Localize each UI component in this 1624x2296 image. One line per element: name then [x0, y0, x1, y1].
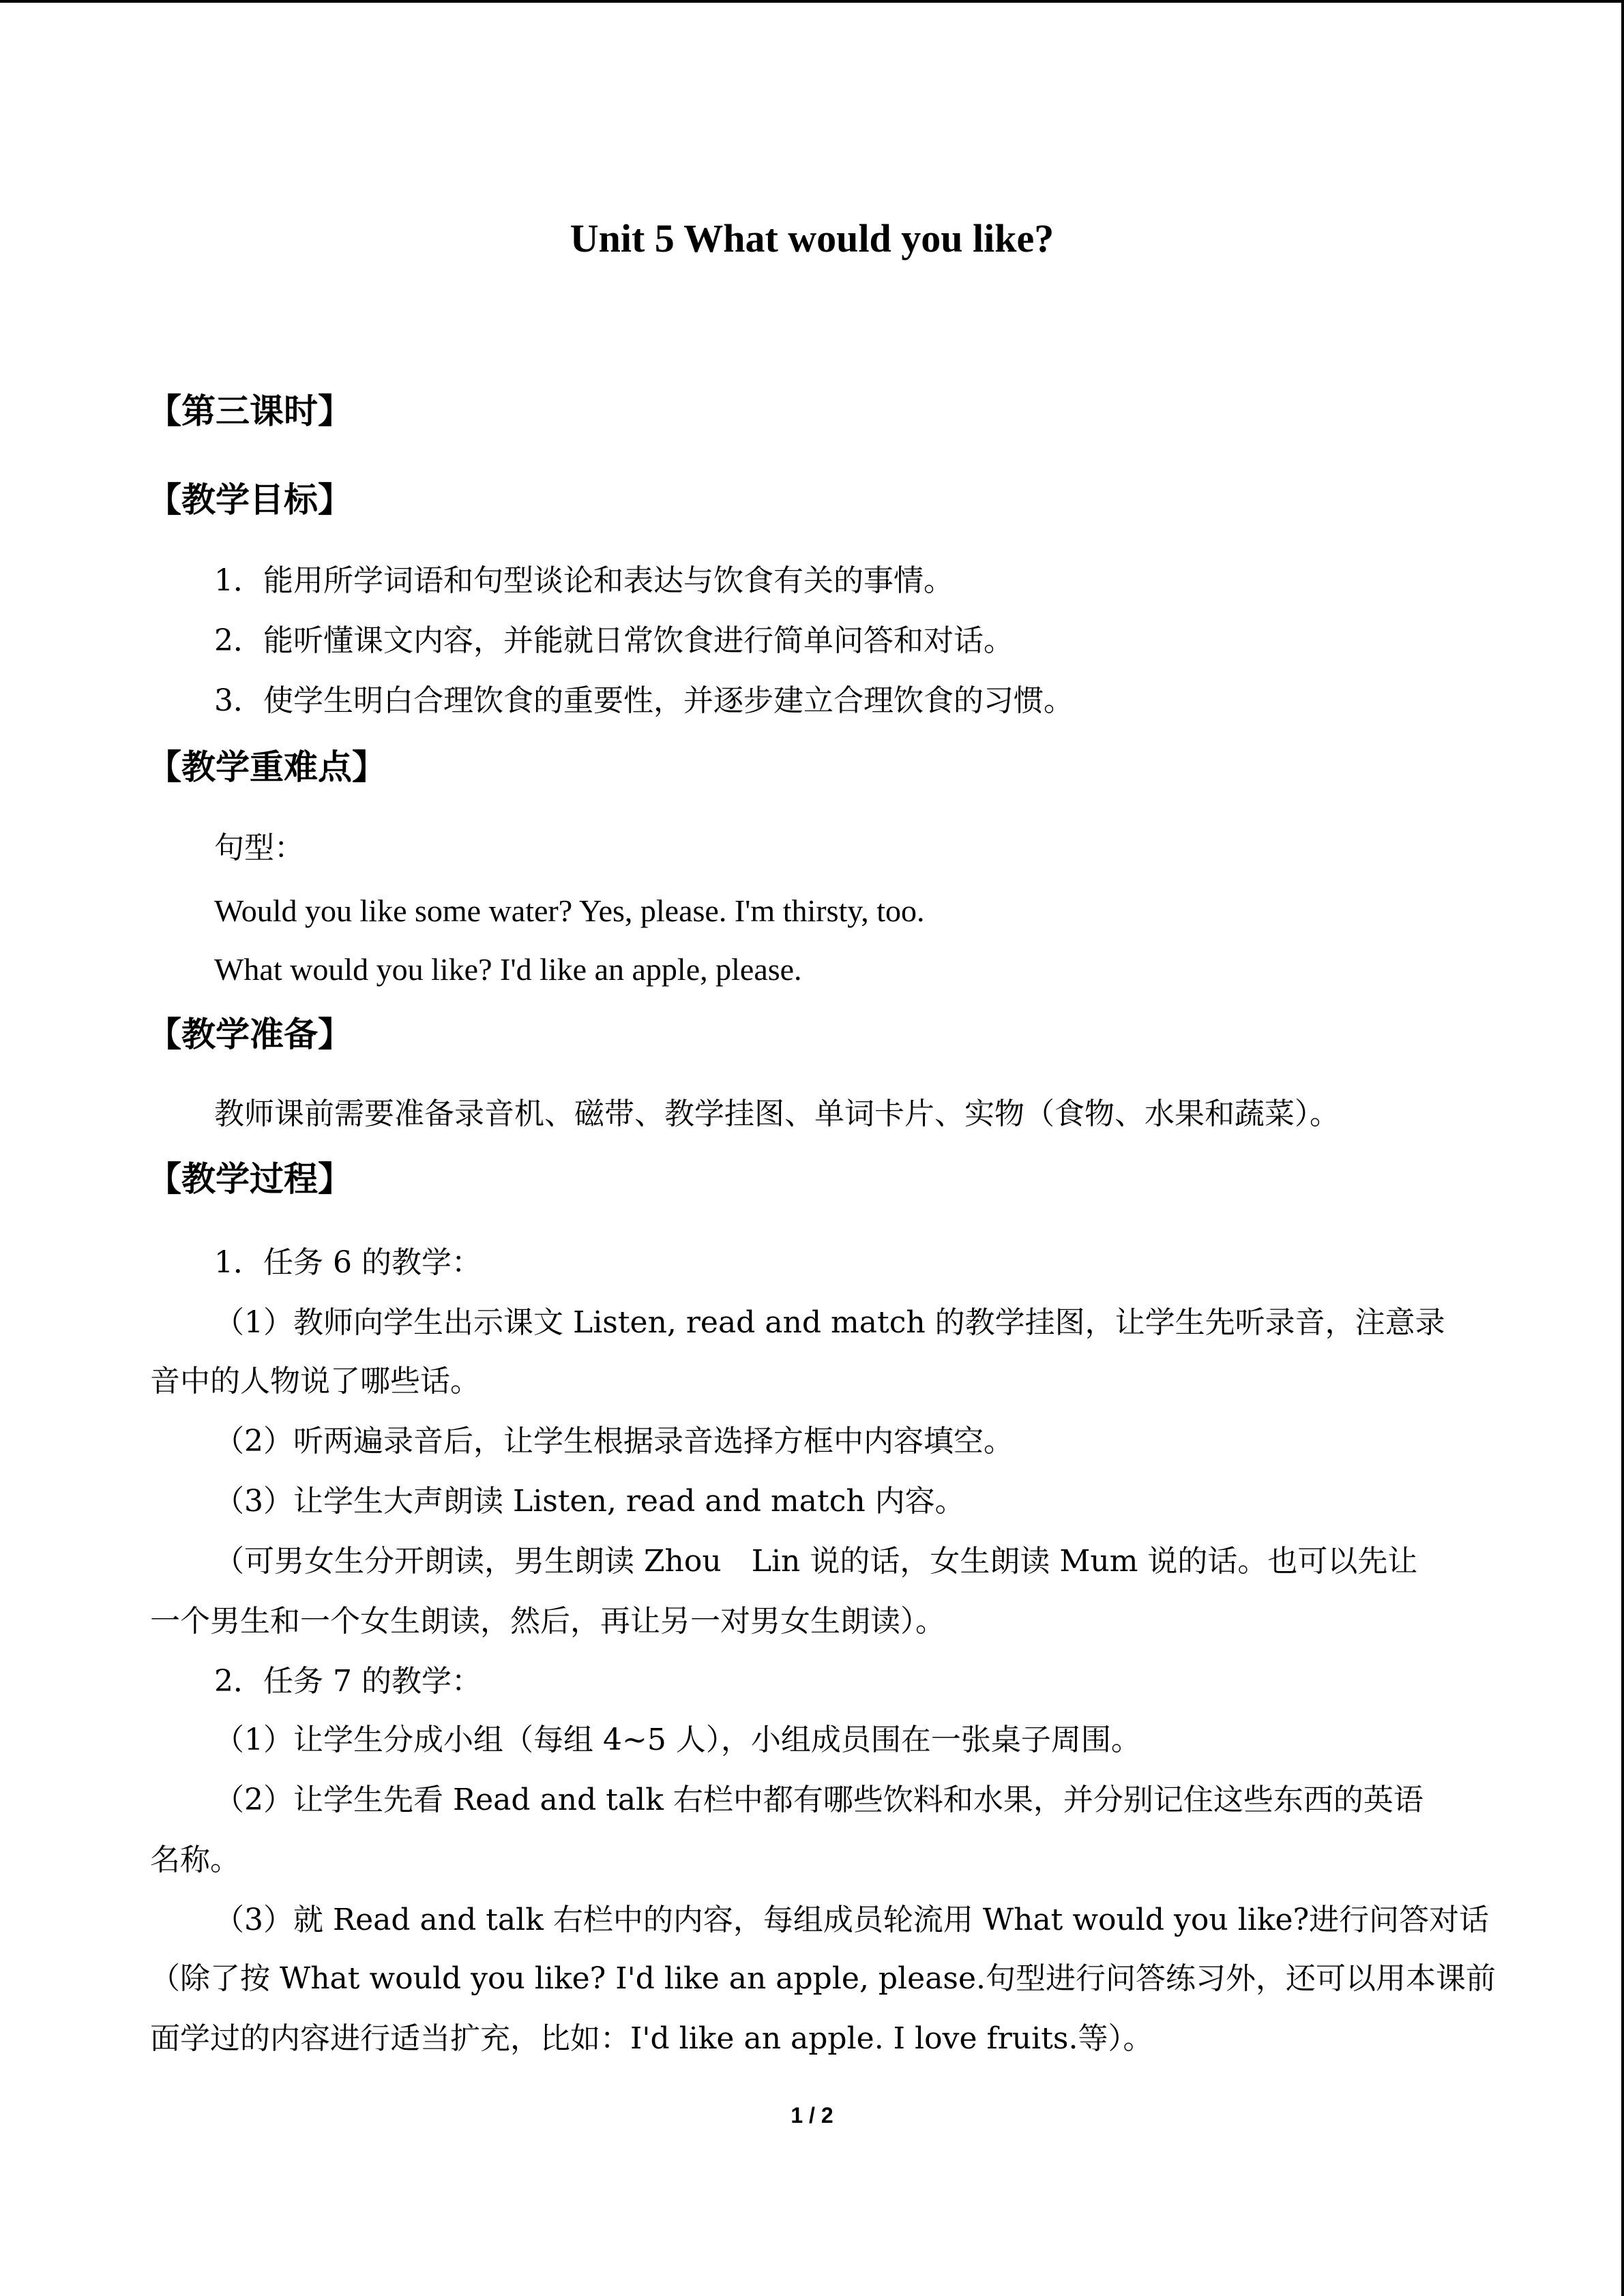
process-line: 一个男生和一个女生朗读，然后，再让另一对男女生朗读）。: [150, 1604, 945, 1639]
process-line: （3）就 Read and talk 右栏中的内容，每组成员轮流用 What would you like?进行问答对话: [214, 1903, 1490, 1937]
process-line: 1．任务 6 的教学：: [214, 1245, 482, 1280]
key-point-line: 句型：: [214, 831, 304, 865]
objective-item: 1．能用所学词语和句型谈论和表达与饮食有关的事情。: [214, 563, 954, 598]
page-title: Unit 5 What would you like?: [570, 216, 1054, 260]
objectives-heading: 【教学目标】: [147, 480, 352, 520]
process-line: （2）让学生先看 Read and talk 右栏中都有哪些饮料和水果，并分别记住这些东西的英语: [214, 1783, 1423, 1817]
preparation-text: 教师课前需要准备录音机、磁带、教学挂图、单词卡片、实物（食物、水果和蔬菜）。: [214, 1097, 1340, 1131]
process-line: （1）教师向学生出示课文 Listen, read and match 的教学挂图，让学生先听录音，注意录: [214, 1305, 1445, 1340]
process-line: 名称。: [150, 1843, 240, 1877]
page-top-border: [0, 0, 1624, 3]
lesson-heading: 【第三课时】: [147, 391, 352, 431]
key-point-sentence: What would you like? I'd like an apple, please.: [214, 952, 802, 987]
process-line: 面学过的内容进行适当扩充，比如：I'd like an apple. I love fruits.等）。: [150, 2021, 1153, 2056]
page-right-border: [1621, 0, 1624, 2296]
objective-item: 2．能听懂课文内容，并能就日常饮食进行简单问答和对话。: [214, 623, 1014, 658]
preparation-heading: 【教学准备】: [147, 1015, 352, 1054]
process-line: 2．任务 7 的教学：: [214, 1664, 482, 1699]
process-line: （3）让学生大声朗读 Listen, read and match 内容。: [214, 1484, 965, 1519]
process-heading: 【教学过程】: [147, 1159, 352, 1199]
page-number: 1 / 2: [791, 2103, 833, 2128]
process-line: （2）听两遍录音后，让学生根据录音选择方框中内容填空。: [214, 1424, 1014, 1459]
key-points-heading: 【教学重难点】: [147, 747, 386, 787]
process-line: （可男女生分开朗读，男生朗读 Zhou Lin 说的话，女生朗读 Mum 说的话。也可以先让: [214, 1544, 1418, 1579]
process-line: （1）让学生分成小组（每组 4~5 人），小组成员围在一张桌子周围。: [214, 1723, 1141, 1757]
process-line: （除了按 What would you like? I'd like an apple, please.句型进行问答练习外，还可以用本课前: [150, 1961, 1496, 1996]
process-line: 音中的人物说了哪些话。: [150, 1364, 480, 1399]
key-point-sentence: Would you like some water? Yes, please. I'm thirsty, too.: [214, 893, 925, 928]
objective-item: 3．使学生明白合理饮食的重要性，并逐步建立合理饮食的习惯。: [214, 683, 1074, 718]
